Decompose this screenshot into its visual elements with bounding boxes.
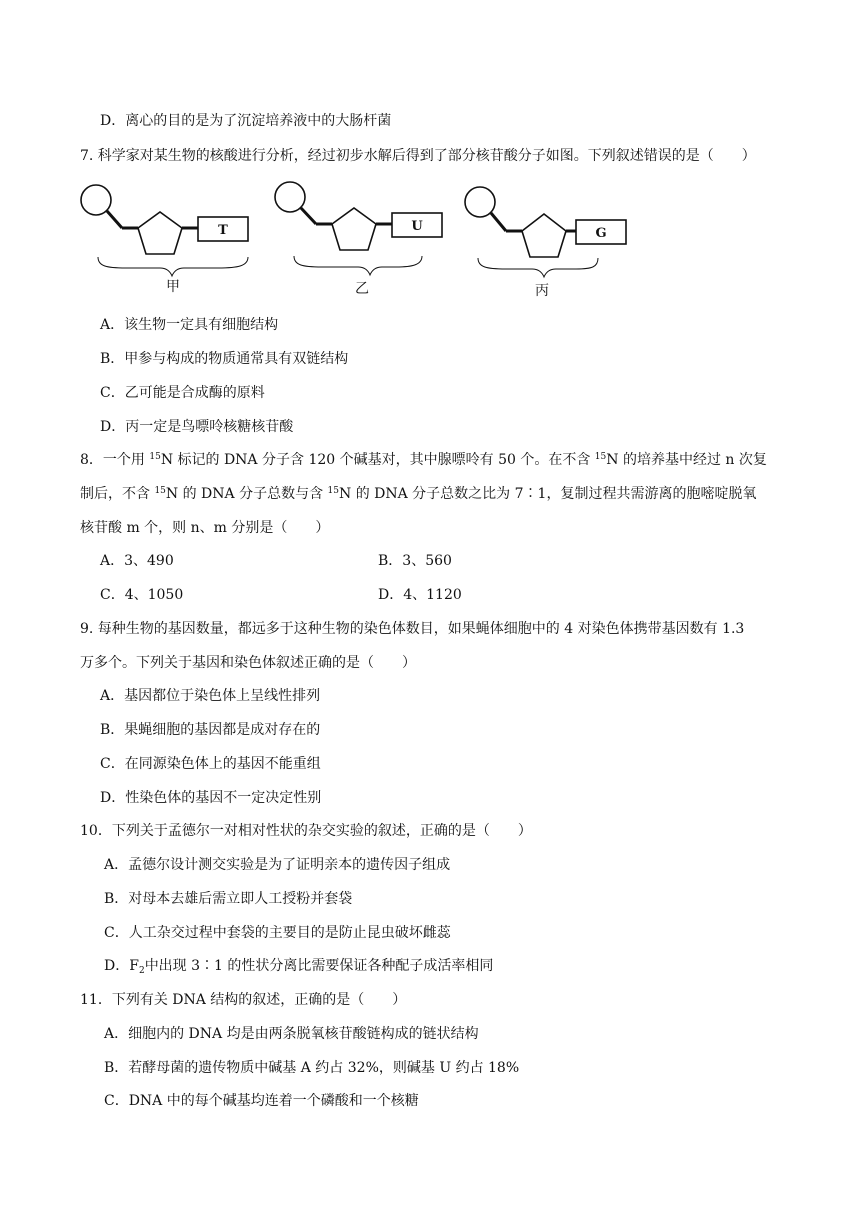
- q9-option-c: C．在同源染色体上的基因不能重组: [100, 756, 321, 772]
- q9-option-a: A．基因都位于染色体上呈线性排列: [100, 688, 321, 704]
- base-label-u: U: [411, 219, 423, 234]
- q9-option-d: D．性染色体的基因不一定决定性别: [100, 790, 322, 806]
- q8-option-d: D．4、1120: [378, 587, 462, 603]
- q6-option-d: D．离心的目的是为了沉淀培养液中的大肠杆菌: [100, 113, 392, 129]
- q7-stem: 7. 科学家对某生物的核酸进行分析，经过初步水解后得到了部分核苷酸分子如图。下列叙述错误的是（ ）: [80, 148, 756, 164]
- q8-stem-line-2: 制后，不含 $^{15}$N 的 DNA 分子总数与含 $^{15}$N 的 DNA 分子总数之比为 7∶1，复制过程共需游离的胞嘧啶脱氧: [80, 486, 757, 502]
- q9-stem-line-2: 万多个。下列关于基因和染色体叙述正确的是（ ）: [80, 655, 416, 671]
- q9-option-b: B．果蝇细胞的基因都是成对存在的: [100, 722, 321, 738]
- q10-option-d: D．$F_2$中出现 3∶1 的性状分离比需要保证各种配子成活率相同: [104, 958, 494, 976]
- base-label-g: G: [595, 226, 607, 241]
- q8-stem-line-3: 核苷酸 m 个，则 n、m 分别是（ ）: [80, 520, 330, 536]
- base-label-t: T: [218, 223, 228, 238]
- q11-stem: 11．下列有关 DNA 结构的叙述，正确的是（ ）: [80, 992, 407, 1008]
- q8-stem-line-1: 8．一个用 $^{15}$N 标记的 DNA 分子含 120 个碱基对，其中腺嘌呤有 50 个。在不含 $^{15}$N 的培养基中经过 n 次复: [80, 452, 767, 468]
- caption-jia: 甲: [166, 279, 180, 295]
- q11-option-a: A．细胞内的 DNA 均是由两条脱氧核苷酸链构成的链状结构: [104, 1026, 479, 1042]
- caption-bing: 丙: [535, 283, 549, 299]
- nucleotide-diagram: [76, 176, 636, 302]
- q10-option-c: C．人工杂交过程中套袋的主要目的是防止昆虫破坏雌蕊: [104, 925, 451, 941]
- q8-option-c: C．4、1050: [100, 587, 184, 603]
- q7-option-d: D．丙一定是鸟嘌呤核糖核苷酸: [100, 419, 294, 435]
- q10-stem: 10．下列关于孟德尔一对相对性状的杂交实验的叙述，正确的是（ ）: [80, 823, 532, 839]
- q7-option-c: C．乙可能是合成酶的原料: [100, 385, 265, 401]
- caption-yi: 乙: [355, 281, 369, 297]
- q8-option-b: B．3、560: [378, 553, 452, 569]
- q7-option-a: A．该生物一定具有细胞结构: [100, 317, 279, 333]
- q11-option-b: B．若酵母菌的遗传物质中碱基 A 约占 32%，则碱基 U 约占 18%: [104, 1060, 520, 1076]
- q7-option-b: B．甲参与构成的物质通常具有双链结构: [100, 351, 349, 367]
- q11-option-c: C．DNA 中的每个碱基均连着一个磷酸和一个核糖: [104, 1093, 419, 1109]
- q9-stem-line-1: 9. 每种生物的基因数量，都远多于这种生物的染色体数目，如果蝇体细胞中的 4 对染色体携带基因数有 1.3: [80, 621, 745, 637]
- q10-option-a: A．孟德尔设计测交实验是为了证明亲本的遗传因子组成: [104, 857, 451, 873]
- q8-option-a: A．3、490: [100, 553, 174, 569]
- q10-option-b: B．对母本去雄后需立即人工授粉并套袋: [104, 891, 353, 907]
